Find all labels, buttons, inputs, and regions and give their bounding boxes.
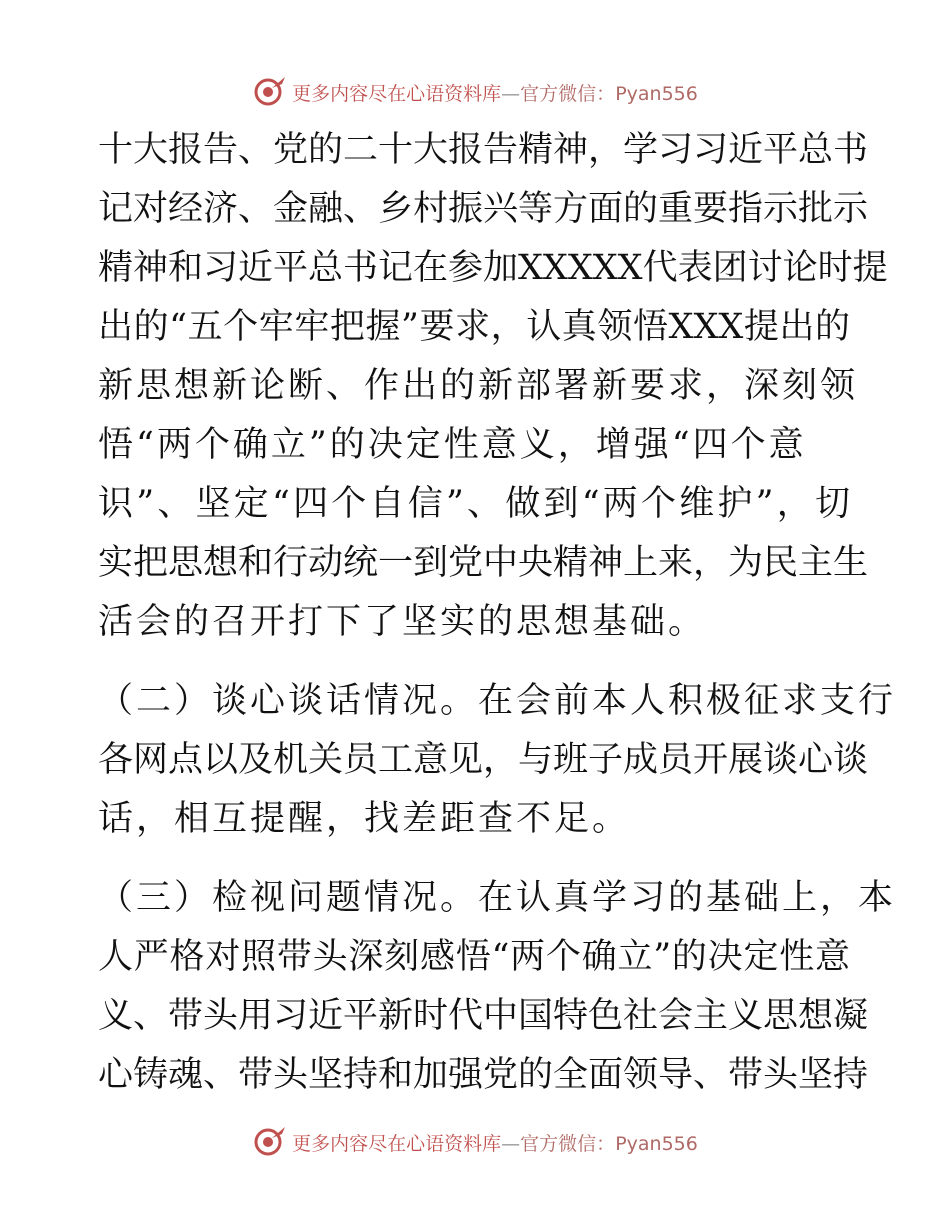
header-contact-label: 官方微信：	[520, 82, 616, 105]
text-line: 义、带头用习近平新时代中国特色社会主义思想凝	[98, 996, 869, 1036]
text-line: （三）检视问题情况。在认真学习的基础上，本	[98, 878, 897, 918]
footer-separator: —	[501, 1132, 521, 1155]
header-brand: 更多内容尽在心语资料库	[292, 82, 502, 105]
text-line: 出的“五个牢牢把握”要求，认真领悟XXX提出的	[98, 307, 850, 347]
header-separator: —	[501, 82, 521, 105]
footer-watermark	[0, 1122, 950, 1162]
brand-logo-icon	[252, 74, 288, 110]
text-line: 人严格对照带头深刻感悟“两个确立”的决定性意	[98, 937, 850, 977]
text-line: 活会的召开打下了坚实的思想基础。	[98, 602, 707, 642]
paragraph-1	[98, 121, 888, 652]
footer-contact-label: 官方微信：	[520, 1132, 616, 1155]
text-line: 新思想新论断、作出的新部署新要求，深刻领	[98, 366, 859, 406]
text-line: 各网点以及机关员工意见，与班子成员开展谈心谈	[98, 740, 869, 780]
brand-logo-icon	[252, 1124, 288, 1160]
text-line: 实把思想和行动统一到党中央精神上来，为民主生	[98, 543, 869, 583]
text-line: 心铸魂、带头坚持和加强党的全面领导、带头坚持	[98, 1055, 869, 1095]
paragraph-2	[98, 672, 897, 849]
header-contact-id: Pyan556	[615, 82, 698, 105]
header-banner-text	[292, 79, 698, 106]
footer-banner-text	[292, 1129, 698, 1156]
paragraph-3	[98, 869, 897, 1105]
footer-brand: 更多内容尽在心语资料库	[292, 1132, 502, 1155]
text-line: 记对经济、金融、乡村振兴等方面的重要指示批示	[98, 189, 869, 229]
text-line: 话，相互提醒，找差距查不足。	[98, 799, 631, 839]
document-body	[98, 121, 897, 1105]
header-watermark	[0, 72, 950, 112]
text-line: 识”、坚定“四个自信”、做到“两个维护”，切	[98, 484, 850, 524]
text-line: 十大报告、党的二十大报告精神，学习习近平总书	[98, 130, 869, 170]
text-line: 悟“两个确立”的决定性意义，增强“四个意	[98, 425, 807, 465]
text-line: （二）谈心谈话情况。在会前本人积极征求支行	[98, 681, 897, 721]
text-line: 精神和习近平总书记在参加XXXXX代表团讨论时提	[98, 248, 888, 288]
footer-contact-id: Pyan556	[615, 1132, 698, 1155]
